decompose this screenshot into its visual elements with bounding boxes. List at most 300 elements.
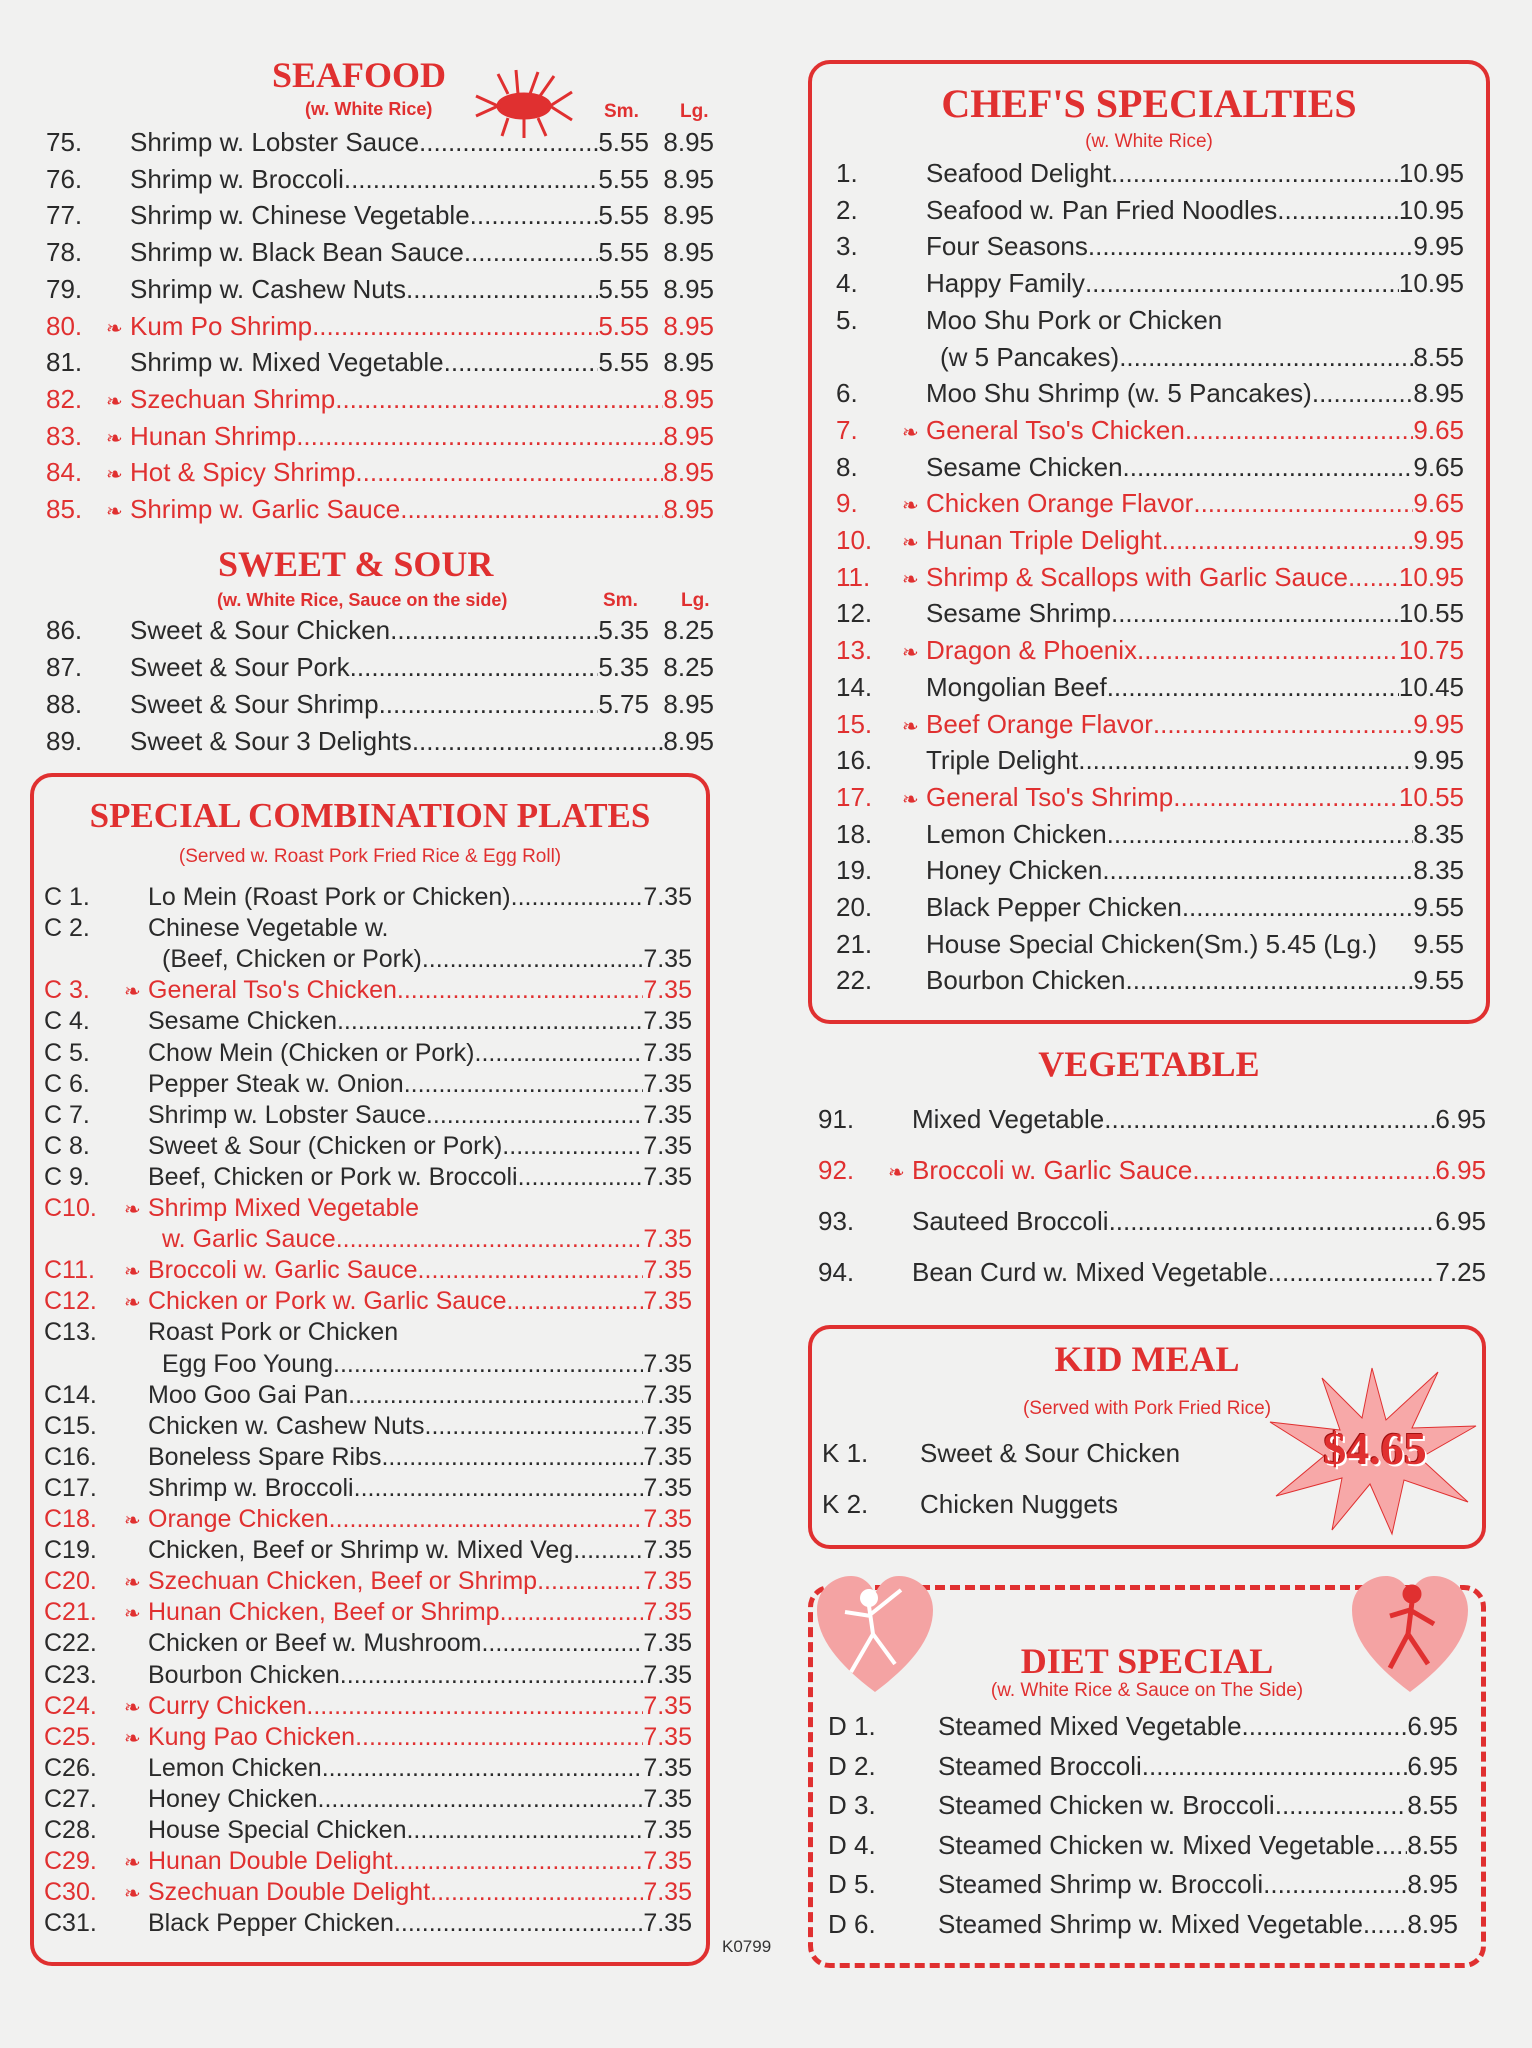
item-name: Szechuan Double Delight	[148, 1878, 431, 1907]
item-price: 7.35	[643, 1567, 692, 1596]
item-price: 10.55	[1398, 598, 1464, 629]
item-price: 7.35	[643, 1505, 692, 1533]
combo-item	[44, 1163, 692, 1192]
item-name: Black Pepper Chicken	[926, 892, 1182, 922]
item-number: C13.	[44, 1318, 97, 1347]
item-number: 14.	[836, 671, 873, 702]
item-price: 9.95	[1413, 745, 1464, 776]
item-name: Shrimp & Scallops with Garlic Sauce	[926, 561, 1348, 592]
item-price: 7.35	[643, 883, 692, 911]
dot-leader	[344, 164, 599, 195]
item-name: Hot & Spicy Shrimp	[130, 457, 356, 488]
item-number: C23.	[44, 1660, 97, 1689]
item-price: 10.95	[1398, 158, 1464, 188]
item-price: 7.35	[643, 1909, 692, 1938]
chef-item	[836, 598, 1464, 629]
menu-item	[46, 347, 714, 378]
item-name: Beef, Chicken or Pork w. Broccoli	[148, 1162, 518, 1191]
dot-leader	[1137, 635, 1399, 666]
combo-item	[44, 1101, 692, 1130]
item-price: 6.95	[1435, 1104, 1486, 1134]
combo-item	[44, 945, 692, 974]
dot-leader	[390, 615, 598, 646]
dot-leader	[1123, 452, 1414, 483]
item-number: 4.	[836, 268, 858, 299]
item-name: Roast Pork or Chicken	[148, 1318, 399, 1347]
item-price: 10.95	[1398, 194, 1464, 225]
item-name: Mixed Vegetable	[912, 1104, 1105, 1134]
dot-leader	[418, 1256, 644, 1285]
item-name: Boneless Spare Ribs	[148, 1442, 382, 1471]
item-price: 8.95	[1407, 1869, 1458, 1899]
item-price: 10.75	[1398, 635, 1464, 666]
pepper-icon: ❧	[902, 532, 919, 554]
combo-subtitle: (Served w. Roast Pork Fried Rice & Egg Roll)	[178, 846, 562, 867]
item-number: 9.	[836, 488, 858, 519]
item-number: 83.	[46, 420, 83, 451]
item-price: 7.35	[643, 976, 692, 1005]
combo-item	[44, 1474, 692, 1503]
item-price: 7.35	[643, 1380, 692, 1409]
dot-leader	[500, 1598, 644, 1627]
combo-item	[44, 1723, 692, 1752]
item-name: (Beef, Chicken or Pork)	[162, 945, 422, 974]
item-price: 7.35	[643, 1411, 692, 1440]
item-name: Chicken w. Cashew Nuts	[148, 1411, 425, 1440]
dot-leader	[1125, 965, 1413, 996]
seafood-subtitle: (w. White Rice)	[305, 99, 433, 119]
item-price: 9.55	[1413, 928, 1464, 959]
item-number: 2.	[836, 194, 858, 225]
dot-leader	[1275, 1790, 1408, 1821]
item-price: 9.65	[1413, 414, 1464, 445]
item-number: D 3.	[828, 1790, 876, 1820]
item-price: 6.95	[1407, 1711, 1458, 1741]
item-number: K 2.	[822, 1489, 869, 1519]
item-name: Lemon Chicken	[148, 1753, 322, 1782]
item-name: General Tso's Shrimp	[926, 781, 1174, 812]
item-number: C29.	[44, 1847, 97, 1876]
pepper-icon: ❧	[902, 788, 919, 811]
item-number: 7.	[836, 414, 858, 445]
item-name: Curry Chicken	[148, 1691, 307, 1720]
item-number: C 4.	[44, 1007, 90, 1036]
dot-leader	[1111, 158, 1399, 189]
item-name: Shrimp w. Broccoli	[148, 1473, 354, 1502]
combo-item	[44, 1007, 692, 1036]
dot-leader	[1119, 342, 1413, 373]
dot-leader	[481, 1629, 643, 1658]
item-price: 9.55	[1413, 965, 1464, 996]
item-number: C14.	[44, 1380, 97, 1409]
item-number: 5.	[836, 304, 858, 335]
item-name: Szechuan Shrimp	[130, 383, 336, 414]
dot-leader	[381, 1443, 643, 1472]
item-number: 77.	[46, 200, 83, 231]
item-name: Triple Delight	[926, 745, 1079, 776]
dot-leader	[318, 1785, 644, 1814]
item-number: D 4.	[828, 1829, 876, 1860]
item-name: Shrimp w. Broccoli	[130, 163, 344, 194]
item-price: 7.35	[643, 1007, 692, 1036]
dot-leader	[1348, 562, 1399, 593]
dot-leader	[1078, 745, 1413, 776]
dot-leader	[506, 1287, 643, 1316]
kid-subtitle: (Served with Pork Fried Rice)	[1022, 1398, 1272, 1419]
combo-item	[44, 1225, 692, 1254]
chef-item	[836, 268, 1464, 299]
item-price: 5.55 8.95	[598, 347, 714, 378]
pepper-icon: ❧	[124, 1292, 141, 1315]
item-price: 7.35	[643, 1598, 692, 1627]
item-price: 6.95	[1435, 1155, 1486, 1185]
item-price: 6.95	[1435, 1206, 1486, 1236]
seafood-title: SEAFOOD	[272, 55, 447, 95]
diet-item	[828, 1830, 1458, 1861]
item-name: Broccoli w. Garlic Sauce	[912, 1155, 1193, 1185]
pepper-icon: ❧	[902, 568, 919, 591]
dot-leader	[1263, 1869, 1407, 1900]
item-name: Moo Shu Shrimp (w. 5 Pancakes)	[926, 378, 1312, 409]
item-number: 94.	[818, 1257, 855, 1287]
item-number: 12.	[836, 598, 873, 629]
item-price: 5.55 8.95	[598, 237, 714, 268]
menu-item	[46, 615, 714, 646]
item-price: 7.35	[643, 1038, 692, 1067]
item-number: C28.	[44, 1816, 97, 1844]
item-name: Sweet & Sour 3 Delights	[130, 726, 412, 756]
dot-leader	[1242, 1711, 1408, 1742]
combo-item	[44, 1754, 692, 1783]
dot-leader	[336, 1225, 644, 1254]
kid-item	[822, 1438, 1262, 1469]
item-price: 7.35	[643, 1816, 692, 1844]
dot-leader	[337, 1007, 643, 1036]
item-price: 7.35	[643, 1287, 692, 1316]
item-number: D 6.	[828, 1908, 876, 1939]
chef-item	[836, 745, 1464, 776]
item-name: Shrimp w. Garlic Sauce	[130, 494, 401, 524]
item-number: C 7.	[44, 1100, 90, 1129]
item-number: C12.	[44, 1287, 97, 1316]
item-price: 9.95	[1413, 708, 1464, 739]
pepper-icon: ❧	[124, 981, 141, 1004]
combo-item	[44, 1692, 692, 1721]
combo-item	[44, 1256, 692, 1285]
dot-leader	[1268, 1257, 1436, 1288]
vegetable-item	[818, 1257, 1486, 1288]
item-price: 10.95	[1398, 561, 1464, 592]
chef-item	[836, 415, 1464, 446]
menu-item	[46, 384, 714, 415]
item-price: 7.35	[643, 1629, 692, 1658]
chef-item	[836, 562, 1464, 593]
dot-leader	[1162, 525, 1414, 556]
item-name: w. Garlic Sauce	[162, 1225, 336, 1254]
item-number: 76.	[46, 163, 83, 194]
pepper-icon: ❧	[124, 1696, 141, 1719]
item-price: 8.55	[1413, 341, 1464, 372]
item-name: Chinese Vegetable w.	[148, 914, 389, 943]
chef-item	[836, 452, 1464, 483]
menu-item	[46, 689, 714, 720]
diet-title: DIET SPECIAL	[1020, 1641, 1274, 1681]
dot-leader	[518, 1163, 644, 1192]
dot-leader	[1109, 1206, 1436, 1237]
combo-item	[44, 976, 692, 1005]
item-number: 78.	[46, 237, 83, 268]
item-price: 9.65	[1413, 488, 1464, 519]
item-number: C19.	[44, 1536, 97, 1565]
item-number: C21.	[44, 1598, 97, 1627]
dot-leader	[502, 1132, 643, 1161]
item-number: C17.	[44, 1473, 97, 1502]
item-number: 87.	[46, 652, 83, 682]
item-name: Dragon & Phoenix	[926, 635, 1138, 666]
diet-item	[828, 1790, 1458, 1821]
item-price: 7.35	[643, 1256, 692, 1285]
dot-leader	[1088, 231, 1414, 262]
item-price: 5.55 8.95	[598, 310, 714, 341]
menu-item	[46, 274, 714, 305]
item-price: 8.35	[1413, 818, 1464, 849]
pepper-icon: ❧	[902, 642, 919, 665]
chef-item	[836, 782, 1464, 813]
item-number: D 1.	[828, 1711, 876, 1741]
item-number: 3.	[836, 231, 858, 262]
item-price: 5.35 8.25	[598, 652, 714, 682]
pepper-icon: ❧	[124, 1261, 141, 1284]
combo-item	[44, 1629, 692, 1658]
item-name: Bourbon Chicken	[148, 1660, 340, 1689]
dot-leader	[354, 1474, 644, 1503]
dot-leader	[350, 652, 599, 683]
item-name: Sweet & Sour (Chicken or Pork)	[148, 1131, 503, 1160]
item-number: C 5.	[44, 1038, 90, 1067]
item-number: 17.	[836, 781, 873, 812]
item-name: Four Seasons	[926, 231, 1088, 262]
item-name: Bourbon Chicken	[926, 965, 1126, 996]
item-name: Sweet & Sour Chicken	[130, 615, 391, 645]
item-price: 7.25	[1435, 1257, 1486, 1287]
item-name: Orange Chicken	[148, 1505, 329, 1533]
dot-leader	[1142, 1751, 1408, 1782]
item-number: 81.	[46, 347, 83, 378]
item-price: 5.55 8.95	[598, 163, 714, 194]
item-price: 8.35	[1413, 855, 1464, 886]
pepper-icon: ❧	[888, 1162, 905, 1184]
item-name: Mongolian Beef	[926, 671, 1107, 702]
item-price: 7.35	[643, 1225, 692, 1254]
item-name: Seafood Delight	[926, 158, 1112, 188]
combo-item	[44, 1785, 692, 1814]
pepper-icon: ❧	[902, 495, 919, 518]
item-number: 88.	[46, 689, 83, 719]
pepper-icon: ❧	[902, 421, 919, 444]
item-name: Chicken or Beef w. Mushroom	[148, 1629, 482, 1658]
item-name: Chicken Nuggets	[920, 1489, 1118, 1519]
dot-leader	[306, 1692, 643, 1721]
combo-item	[44, 883, 692, 912]
chef-item	[836, 635, 1464, 666]
dot-leader	[355, 1723, 643, 1752]
diet-item	[828, 1751, 1458, 1782]
menu-item	[46, 237, 714, 268]
item-price: 7.35	[643, 1784, 692, 1813]
item-name: Chicken, Beef or Shrimp w. Mixed Veg.	[148, 1536, 581, 1565]
item-number: 89.	[46, 726, 83, 756]
sweet-sour-col-lg: Lg.	[681, 590, 710, 611]
item-price: 7.35	[643, 1069, 692, 1098]
menu-item	[46, 127, 714, 158]
item-number: C31.	[44, 1909, 97, 1938]
item-name: Moo Goo Gai Pan	[148, 1380, 349, 1409]
item-number: C 2.	[44, 914, 90, 943]
dot-leader	[394, 1909, 643, 1938]
item-number: 8.	[836, 451, 858, 482]
menu-item	[46, 164, 714, 195]
combo-item	[44, 1318, 692, 1347]
dot-leader	[329, 1505, 644, 1534]
dot-leader	[1173, 782, 1399, 813]
item-name: Shrimp w. Lobster Sauce	[130, 127, 420, 157]
item-name: Hunan Triple Delight	[926, 525, 1162, 555]
item-number: 92.	[818, 1155, 855, 1185]
item-number: C 1.	[44, 883, 90, 911]
item-name: House Special Chicken	[148, 1816, 407, 1844]
menu-item	[46, 421, 714, 452]
item-name: Hunan Chicken, Beef or Shrimp	[148, 1598, 500, 1627]
pepper-icon: ❧	[124, 1510, 141, 1532]
item-name: Lemon Chicken	[926, 818, 1107, 849]
combo-item	[44, 1847, 692, 1876]
item-number: D 2.	[828, 1750, 876, 1781]
seafood-col-lg: Lg.	[680, 101, 709, 122]
chef-item	[836, 488, 1464, 519]
item-name: Honey Chicken	[148, 1784, 318, 1813]
item-number: 75.	[46, 127, 83, 157]
menu-item	[46, 457, 714, 488]
item-number: C15.	[44, 1411, 97, 1440]
vegetable-item	[818, 1155, 1486, 1186]
dot-leader	[470, 200, 599, 231]
kid-title: KID MEAL	[1054, 1339, 1240, 1379]
dot-leader	[425, 1412, 644, 1441]
item-name: Beef Orange Flavor	[926, 708, 1153, 739]
item-name: Steamed Chicken w. Broccoli	[938, 1790, 1275, 1820]
item-price: 7.35	[643, 1753, 692, 1782]
chef-item	[836, 709, 1464, 740]
item-number: C22.	[44, 1629, 97, 1658]
item-number: 6.	[836, 378, 858, 409]
dot-leader	[1185, 415, 1414, 446]
item-price: 7.35	[643, 1847, 692, 1876]
dot-leader	[393, 1847, 644, 1876]
dot-leader	[444, 347, 599, 378]
diet-item	[828, 1711, 1458, 1742]
item-name: Broccoli w. Garlic Sauce	[148, 1256, 418, 1285]
item-number: C25.	[44, 1722, 97, 1751]
item-price: 7.35	[643, 1878, 692, 1907]
item-name: Steamed Shrimp w. Broccoli	[938, 1869, 1264, 1899]
item-number: 15.	[836, 708, 873, 739]
dot-leader	[412, 726, 664, 757]
item-number: 18.	[836, 818, 873, 849]
item-name: Seafood w. Pan Fried Noodles	[926, 194, 1278, 225]
combo-item	[44, 1536, 692, 1565]
combo-item	[44, 1878, 692, 1907]
item-number: 86.	[46, 615, 83, 645]
menu-item	[46, 652, 714, 683]
dot-leader	[1153, 709, 1414, 740]
item-number: 20.	[836, 892, 873, 922]
chef-item	[836, 158, 1464, 189]
item-name: General Tso's Chicken	[926, 414, 1185, 445]
dot-leader	[1102, 855, 1413, 886]
dot-leader	[1104, 1104, 1435, 1135]
item-number: 84.	[46, 457, 83, 488]
pepper-icon: ❧	[106, 317, 123, 340]
item-name: Steamed Chicken w. Mixed Vegetable	[938, 1829, 1375, 1860]
item-name: Lo Mein (Roast Pork or Chicken)	[148, 883, 511, 911]
item-name: Steamed Mixed Vegetable	[938, 1711, 1242, 1741]
chef-item	[836, 342, 1464, 373]
dot-leader	[537, 1567, 643, 1596]
chef-title: CHEF'S SPECIALTIES	[941, 81, 1357, 126]
item-price: 5.35 8.25	[598, 615, 714, 645]
item-price: 10.95	[1398, 268, 1464, 299]
dot-leader	[1363, 1909, 1407, 1940]
dot-leader	[1107, 819, 1414, 850]
item-number: D 5.	[828, 1869, 876, 1899]
dot-leader	[1182, 892, 1414, 923]
item-number: C27.	[44, 1784, 97, 1813]
item-price: 5.75 8.95	[598, 689, 714, 719]
item-number: K 1.	[822, 1438, 869, 1468]
item-name: House Special Chicken(Sm.) 5.45 (Lg.)	[926, 928, 1377, 959]
item-number: 13.	[836, 635, 873, 666]
item-name: Hunan Shrimp	[130, 420, 297, 451]
item-number: C20.	[44, 1567, 97, 1596]
chef-item	[836, 195, 1464, 226]
combo-item	[44, 1381, 692, 1410]
item-name: Happy Family	[926, 268, 1085, 299]
chef-item	[836, 892, 1464, 923]
item-name: Szechuan Chicken, Beef or Shrimp	[148, 1567, 538, 1596]
dot-leader	[1111, 598, 1399, 629]
combo-item	[44, 1039, 692, 1068]
chef-item	[836, 965, 1464, 996]
chef-item	[836, 305, 1464, 336]
item-name: Moo Shu Pork or Chicken	[926, 304, 1223, 335]
dot-leader	[1374, 1830, 1407, 1861]
item-name: Sesame Chicken	[926, 451, 1123, 482]
item-price: 9.65	[1413, 451, 1464, 482]
item-number: C24.	[44, 1691, 97, 1720]
item-name: Sauteed Broccoli	[912, 1206, 1109, 1236]
item-name: Sweet & Sour Chicken	[920, 1438, 1181, 1468]
chef-item	[836, 672, 1464, 703]
item-number: 80.	[46, 310, 83, 341]
pepper-icon: ❧	[124, 1727, 141, 1750]
sweet-sour-col-sm: Sm.	[603, 590, 638, 611]
dot-leader	[1192, 1155, 1435, 1186]
item-name: Chicken or Pork w. Garlic Sauce	[148, 1287, 507, 1316]
vegetable-item	[818, 1206, 1486, 1237]
dot-leader	[340, 1661, 644, 1690]
dot-leader	[335, 384, 663, 415]
chef-item	[836, 855, 1464, 886]
